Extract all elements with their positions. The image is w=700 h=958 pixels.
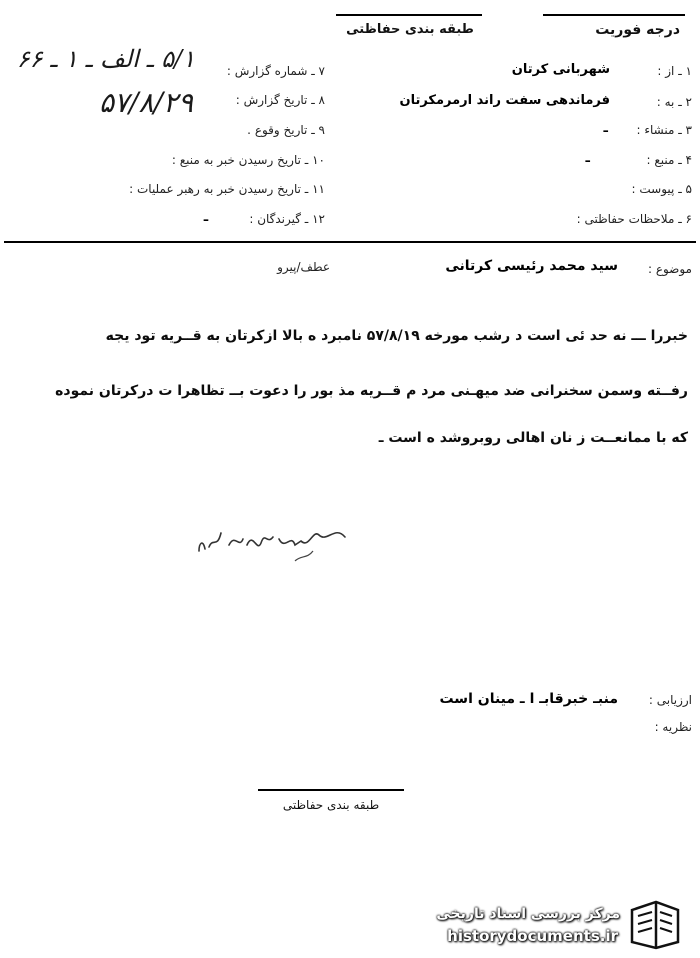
subject-label: موضوع : xyxy=(647,262,692,276)
occurrence-date-label: ۹ ـ تاریخ وقوع . xyxy=(247,123,325,137)
body-line-2: رفــته وسمن سخنرانی ضد میهـنی مرد م قــریه مذ بور را دعوت بــ تظاهرا ت درکرتان نموده xyxy=(55,383,688,399)
recipients-value: ـ xyxy=(203,210,209,225)
report-date-label: ۸ ـ تاریخ گزارش : xyxy=(235,93,325,107)
priority-top-rule xyxy=(543,14,685,16)
footer-classification: طبقه بندی حفاظتی xyxy=(282,798,380,812)
attachment-label: ۵ ـ پیوست : xyxy=(631,182,692,196)
origin-label: ۳ ـ منشاء : xyxy=(636,123,692,137)
body-line-1: خبررا ـــ نه حد ئی است د رشب مورخه ۵۷/۸/۱۹ نامبرد ه بالا ازکرتان به قــریه تود یجه xyxy=(105,328,688,344)
book-logo-icon xyxy=(626,898,684,952)
security-notes-label: ۶ ـ ملاحظات حفاظتی : xyxy=(576,212,692,226)
classification-heading: طبقه بندی حفاظتی xyxy=(346,22,474,37)
from-value: شهربانی کرتان xyxy=(511,62,610,77)
report-date-value: ۵۷/۸/۲۹ xyxy=(98,86,193,119)
opinion-label: نظریه : xyxy=(654,720,692,734)
to-label: ۲ ـ به : xyxy=(656,95,692,109)
report-number-label: ۷ ـ شماره گزارش : xyxy=(226,64,325,78)
watermark-title: مرکز بررسی اسناد تاریخی xyxy=(436,906,620,922)
evaluation-label: ارزیابی : xyxy=(648,693,692,707)
priority-heading: درجه فوریت xyxy=(595,22,680,38)
watermark-url: historydocuments.ir xyxy=(447,927,618,945)
source-received-date-label: ۱۰ ـ تاریخ رسیدن خبر به منبع : xyxy=(171,153,325,167)
classification-top-rule xyxy=(336,14,482,16)
report-number-value: ۵/۱ ـ الف ـ ۱ ـ ۶۶ xyxy=(16,45,195,73)
to-value: فرماندهی سفت راند ارمرمکرتان xyxy=(399,93,610,108)
source-value: ـ xyxy=(585,151,590,166)
recipients-label: ۱۲ ـ گیرندگان : xyxy=(249,212,325,226)
footer-rule xyxy=(258,789,404,791)
source-label: ۴ ـ منبع : xyxy=(646,153,692,167)
from-label: ۱ ـ از : xyxy=(657,64,692,78)
subject-value: سید محمد رئیسی کرتانی xyxy=(445,258,618,274)
reference-label: عطف/پیرو xyxy=(277,260,330,274)
evaluation-value: منبـ خبرقابـ ا ـ مینان است xyxy=(439,691,618,707)
body-line-3: که با ممانعــت ز نان اهالی روبروشد ه است ـ xyxy=(378,430,688,446)
signature xyxy=(195,515,350,567)
header-divider xyxy=(4,241,696,243)
origin-value: ـ xyxy=(603,121,608,136)
leader-received-date-label: ۱۱ ـ تاریخ رسیدن خبر به رهبر عملیات : xyxy=(129,182,325,196)
